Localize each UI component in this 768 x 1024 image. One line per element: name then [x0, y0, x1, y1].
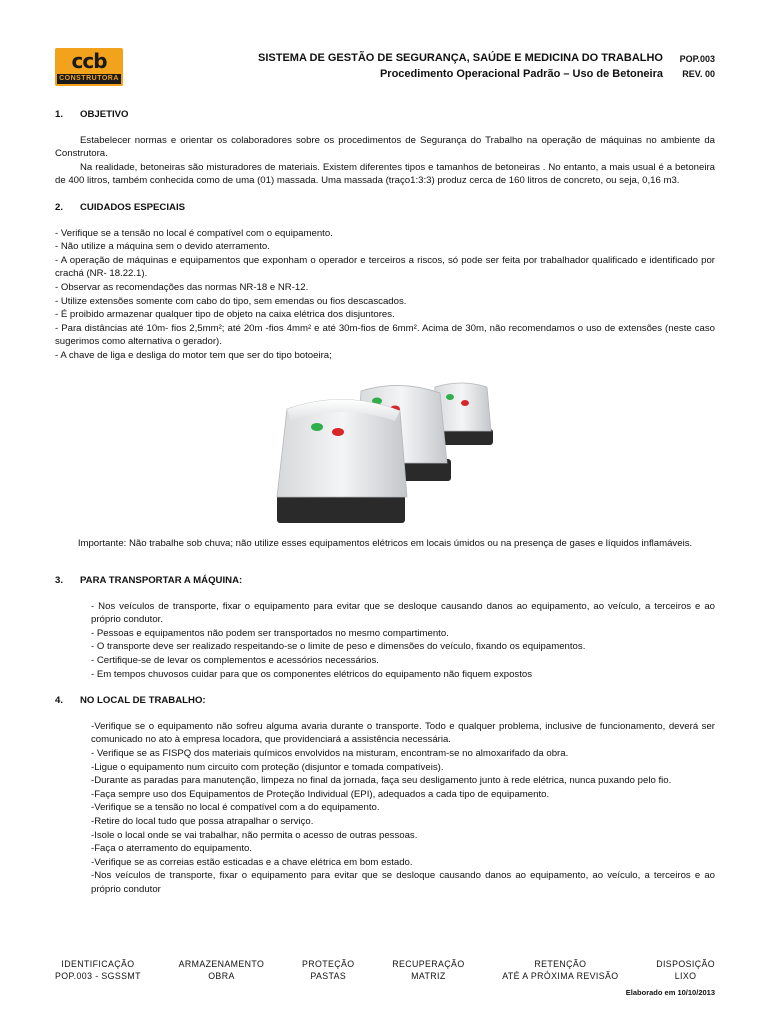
switch-boxes-illustration [55, 381, 715, 531]
section-local-heading [55, 694, 715, 708]
section-number: 4. [55, 695, 64, 707]
footer-value: POP.003 - SGSSMT [55, 971, 141, 981]
section-title: PARA TRANSPORTAR A MÁQUINA: [80, 575, 243, 587]
section-cuidados-heading [55, 201, 715, 215]
control-boxes-photo [55, 381, 715, 531]
document-code: POP.003 [679, 54, 715, 64]
local-list [55, 720, 715, 897]
list-item: - É proibido armazenar qualquer tipo de objeto na caixa elétrica dos disjuntores. [55, 309, 395, 321]
footer-value: PASTAS [310, 971, 347, 981]
document-body [55, 108, 715, 897]
list-item: - Para distâncias até 10m- fios 2,5mm²; até 20m -fios 4mm² e até 30m-fios de 6mm². Acima de 30m, não recomendamos o uso de extensões (neste caso sugerimos como alternativa o gerador). [55, 322, 715, 348]
list-item: - A chave de liga e desliga do motor tem que ser do tipo botoeira; [55, 349, 332, 361]
footer-value: LIXO [674, 971, 697, 981]
section-number: 2. [55, 201, 64, 213]
section-title: OBJETIVO [80, 109, 129, 120]
list-item: - Certifique-se de levar os complementos e acessórios necessários. [91, 655, 379, 667]
safety-caption: Importante: Não trabalhe sob chuva; não utilize esses equipamentos elétricos em locais úmidos ou na presença de gases e líquidos inflamáveis. [77, 537, 693, 549]
objetivo-paragraph-1: Estabelecer normas e orientar os colaboradores sobre os procedimentos de Segurança do Trabalho na operação de máquinas no ambiente da Construtora. [55, 134, 715, 160]
list-item: -Faça sempre uso dos Equipamentos de Proteção Individual (EPI), adequados a cada tipo de equipamento. [91, 788, 550, 800]
footer-identificacao [55, 958, 141, 982]
document-title: SISTEMA DE GESTÃO DE SEGURANÇA, SAÚDE E MEDICINA DO TRABALHO [258, 52, 663, 64]
list-item: - O transporte deve ser realizado respeitando-se o limite de peso e dimensões do veículo, fixando os equipamentos. [91, 641, 586, 653]
transporte-list [55, 600, 715, 682]
footer-label: DISPOSIÇÃO [656, 959, 715, 969]
footer-label: RETENÇÃO [534, 959, 587, 969]
footer-protecao [302, 958, 355, 982]
footer-table [55, 958, 715, 982]
footer-armazenamento [179, 958, 265, 982]
section-number: 1. [55, 109, 64, 120]
list-item: - Nos veículos de transporte, fixar o equipamento para evitar que se desloque causando danos ao equipamento, ao veículo, a terceiros e ao próprio condutor. [91, 600, 715, 626]
list-item: -Isole o local onde se vai trabalhar, não permita o acesso de outras pessoas. [91, 829, 418, 841]
list-item: -Durante as paradas para manutenção, limpeza no final da jornada, faça seu desligamento junto à rede elétrica, nunca puxando pelo fio. [91, 775, 672, 787]
logo-subtitle: CONSTRUTORA [57, 74, 121, 84]
list-item: -Verifique se a tensão no local é compatível com a do equipamento. [91, 802, 380, 814]
section-title: NO LOCAL DE TRABALHO: [80, 695, 206, 707]
footer-label: IDENTIFICAÇÃO [61, 959, 135, 969]
list-item: - Não utilize a máquina sem o devido aterramento. [55, 241, 270, 253]
list-item: -Verifique se o equipamento não sofreu alguma avaria durante o transporte. Todo e qualquer problema, inclusive de funcionamento, deverá ser comunicado no ato à empresa locadora, que providenciará a assistência necessária. [91, 720, 715, 746]
list-item: - A operação de máquinas e equipamentos que exponham o operador e terceiros a riscos, só pode ser feita por trabalhador qualificado e identificado por crachá (NR- 18.22.1). [55, 254, 715, 280]
footer-recuperacao [392, 958, 464, 982]
footer-value: MATRIZ [411, 971, 446, 981]
footer-label: RECUPERAÇÃO [392, 959, 465, 969]
document-revision: REV. 00 [682, 69, 715, 79]
list-item: -Faça o aterramento do equipamento. [91, 843, 253, 855]
large-switch-box [277, 399, 407, 523]
section-transporte-heading [55, 574, 715, 588]
document-footer [55, 958, 715, 997]
list-item: -Retire do local tudo que possa atrapalhar o serviço. [91, 816, 314, 827]
document-header [55, 48, 715, 88]
section-number: 3. [55, 575, 64, 587]
list-item: -Nos veículos de transporte, fixar o equipamento para evitar que se desloque causando danos ao equipamento, ao veículo, a terceiros e ao próprio condutor [91, 870, 715, 895]
document-subtitle: Procedimento Operacional Padrão – Uso de Betoneira [379, 68, 663, 80]
list-item: - Pessoas e equipamentos não podem ser transportados no mesmo compartimento. [91, 627, 449, 639]
section-title: CUIDADOS ESPECIAIS [80, 201, 186, 213]
logo-text: ccb [71, 49, 107, 73]
footer-disposicao [656, 958, 715, 982]
list-item: - Verifique se a tensão no local é compatível com o equipamento. [55, 227, 333, 239]
footer-value: ATÉ A PRÓXIMA REVISÃO [502, 971, 619, 981]
elaborado-date: Elaborado em 10/10/2013 [625, 988, 715, 997]
list-item: - Em tempos chuvosos cuidar para que os componentes elétricos do equipamento não fiquem expostos [91, 668, 533, 680]
cuidados-list [55, 227, 715, 363]
list-item: - Observar as recomendações das normas NR-18 e NR-12. [55, 281, 309, 293]
footer-label: ARMAZENAMENTO [178, 959, 265, 969]
footer-value: OBRA [208, 971, 235, 981]
list-item: -Verifique se as correias estão esticadas e a chave elétrica em bom estado. [91, 856, 413, 868]
section-objetivo-heading [55, 108, 715, 122]
objetivo-paragraph-2: Na realidade, betoneiras são misturadores de materiais. Existem diferentes tipos e tamanhos de betoneiras . No entanto, a mais usual é a betoneira de 400 litros, também conhecida como de uma (01) massada. Uma massada (traço1:3:3) produz cerca de 160 litros de concreto, ou seja, 0,16 m3. [55, 161, 715, 187]
list-item: - Utilize extensões somente com cabo do tipo, sem emendas ou fios descascados. [55, 295, 407, 307]
list-item: - Verifique se as FISPQ dos materiais químicos envolvidos na misturam, encontram-se no almoxarifado da obra. [91, 748, 569, 760]
footer-retencao [502, 958, 618, 982]
list-item: -Ligue o equipamento num circuito com proteção (disjuntor e tomada compatíveis). [91, 761, 444, 773]
company-logo [55, 48, 123, 86]
footer-label: PROTEÇÃO [301, 959, 355, 969]
